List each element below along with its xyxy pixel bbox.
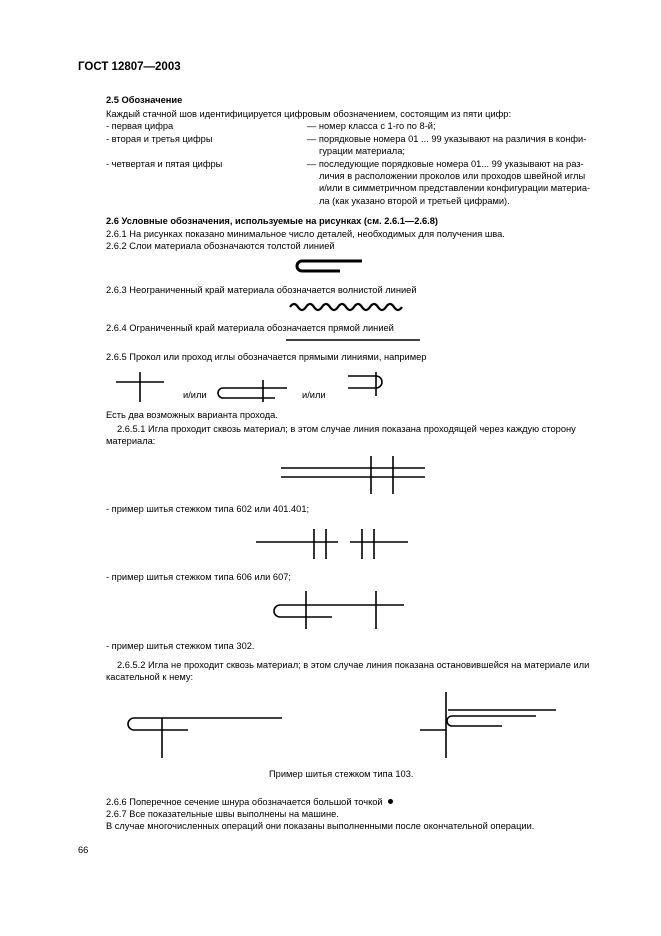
stitch-103-figure-left: [124, 712, 286, 762]
needle-cross-symbol: [114, 372, 168, 408]
dot-icon: [388, 799, 393, 804]
section-2-6-title: 2.6 Условные обозначения, используемые на рисунках (см. 2.6.1—2.6.8): [106, 216, 438, 226]
digit-row-right: ла (как указано второй и третьей цифрами).: [319, 196, 510, 206]
para-2-6-5-2: 2.6.5.2 Игла не проходит сквозь материал; в этом случае линия показана остановившейся на материале или: [117, 660, 590, 670]
digit-row-right: и/или в симметричном представлении конфигурации материа-: [319, 183, 591, 193]
stitch-103-figure-right: [418, 690, 558, 762]
standard-header: ГОСТ 12807—2003: [78, 61, 181, 73]
digit-row-right: гурации материала;: [319, 146, 405, 156]
digit-row-right: — порядковые номера 01 ... 99 указывают на различия в конфи-: [307, 134, 587, 144]
para-2-6-5-2-cont: касательной к нему:: [106, 672, 194, 682]
para-2-6-4: 2.6.4 Ограниченный край материала обозначается прямой линией: [106, 323, 394, 333]
para-2-6-2: 2.6.2 Слои материала обозначаются толстой линией: [106, 241, 335, 251]
para-2-6-6: [106, 797, 393, 809]
thick-layer-symbol: [290, 258, 370, 274]
para-2-6-5: 2.6.5 Прокол или проход иглы обозначается прямыми линиями, например: [106, 352, 427, 362]
para-2-6-7: 2.6.7 Все показательные швы выполнены на машине.: [106, 809, 339, 819]
stitch-606-figure: [254, 527, 414, 561]
digit-row-right: — последующие порядковые номера 01... 99 указывают на раз-: [307, 159, 584, 169]
and-or-label: и/или: [302, 390, 326, 400]
wavy-line-symbol: [288, 300, 408, 314]
para-2-6-5-1-cont: материала:: [106, 436, 156, 446]
digit-row-right: — номер класса с 1-го по 8-й;: [307, 121, 436, 131]
through-material-figure: [279, 454, 439, 496]
para-2-6-1: 2.6.1 На рисунках показано минимальное число деталей, необходимых для получения шва.: [106, 229, 505, 239]
straight-line-symbol: [284, 337, 424, 343]
stitch-302-figure: [266, 589, 416, 633]
and-or-label: и/или: [183, 390, 207, 400]
example-302-text: - пример шитья стежком типа 302.: [106, 641, 255, 651]
needle-fold-symbol: [346, 372, 394, 398]
example-606-text: - пример шитья стежком типа 606 или 607;: [106, 572, 291, 582]
digit-row-left: - первая цифра: [106, 121, 174, 131]
final-note: В случае многочисленных операций они показаны выполненными после окончательной операции.: [106, 821, 535, 831]
section-2-5-intro: Каждый стачной шов идентифицируется цифровым обозначением, состоящим из пяти цифр:: [106, 109, 512, 119]
para-2-6-5-1: 2.6.5.1 Игла проходит сквозь материал; в этом случае линия показана проходящей через каждую сторону: [117, 424, 576, 434]
para-2-6-6-text: 2.6.6 Поперечное сечение шнура обозначается большой точкой: [106, 797, 383, 807]
needle-fold-symbol: [215, 378, 295, 404]
two-variants-text: Есть два возможных варианта прохода.: [106, 410, 278, 420]
example-103-caption: Пример шитья стежком типа 103.: [269, 769, 414, 779]
page-number: 66: [78, 845, 89, 855]
example-602-text: - пример шитья стежком типа 602 или 401.401;: [106, 504, 310, 514]
para-2-6-3: 2.6.3 Неограниченный край материала обозначается волнистой линией: [106, 285, 417, 295]
section-2-5-title: 2.5 Обозначение: [106, 95, 183, 105]
digit-row-left: - вторая и третья цифры: [106, 134, 213, 144]
digit-row-left: - четвертая и пятая цифры: [106, 159, 223, 169]
digit-row-right: личия в расположении проколов или проходов швейной иглы: [319, 171, 586, 181]
